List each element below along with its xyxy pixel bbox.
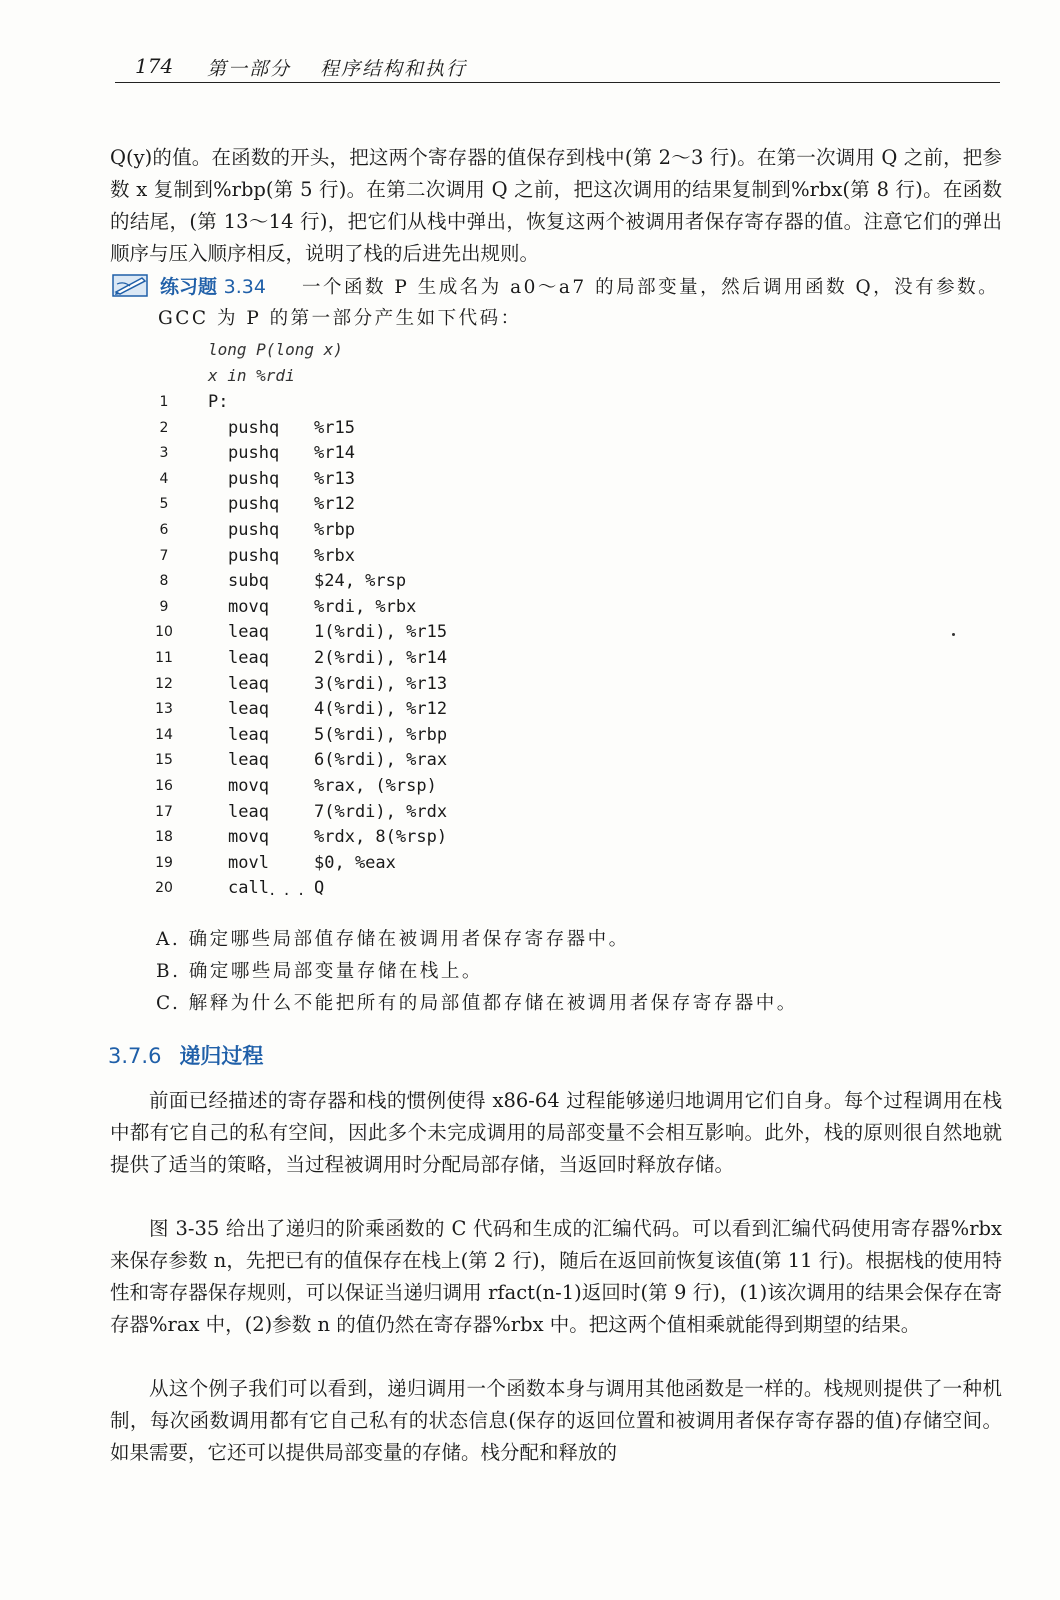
line-number: 10: [155, 624, 173, 641]
code-operands: $0, %eax: [314, 852, 396, 873]
code-line: [150, 750, 650, 776]
code-line: [150, 392, 650, 418]
code-operands: 7(%rdi), %rdx: [314, 801, 448, 822]
code-instruction: pushq: [228, 417, 280, 438]
exercise-pencil-icon: [112, 272, 150, 298]
exercise-header: [112, 270, 1004, 304]
code-instruction: movl: [228, 852, 269, 873]
line-number: 13: [155, 701, 173, 718]
code-instruction: call: [228, 878, 269, 899]
code-operands: %rbp: [314, 520, 355, 540]
code-line: [150, 571, 650, 597]
line-number: 6: [159, 522, 169, 538]
section-title: 递归过程: [179, 1044, 264, 1068]
exercise-text-line1: 一个函数 P 生成名为 a0～a7 的局部变量，然后调用函数 Q，没有参数。: [302, 277, 1000, 298]
code-line: [150, 418, 650, 444]
code-line: [150, 878, 650, 904]
code-line: [150, 597, 650, 623]
code-instruction: leaq: [228, 673, 269, 694]
code-operands: %r12: [314, 494, 355, 515]
code-instruction: movq: [228, 776, 269, 796]
code-instruction: pushq: [228, 520, 280, 540]
code-instruction: movq: [228, 596, 269, 617]
code-comment-register: x in %rdi: [208, 366, 295, 385]
code-operands: Q: [314, 878, 325, 899]
code-comment: [150, 340, 650, 366]
running-header: [115, 50, 1000, 83]
code-instruction: pushq: [228, 468, 280, 489]
code-instruction: leaq: [228, 648, 269, 668]
code-ellipsis: ...: [268, 883, 312, 899]
question-c: C. 解释为什么不能把所有的局部值都存储在被调用者保存寄存器中。: [156, 993, 798, 1014]
line-number: 18: [155, 829, 173, 846]
header-part: 第一部分: [207, 58, 292, 80]
code-instruction: leaq: [228, 801, 269, 822]
code-operands: %r14: [314, 443, 355, 464]
line-number: 17: [155, 803, 173, 820]
code-operands: 1(%rdi), %r15: [314, 622, 448, 643]
code-line: [150, 827, 650, 853]
line-number: 5: [159, 496, 169, 513]
line-number: 12: [155, 675, 173, 692]
exercise-label: 练习题: [160, 276, 218, 298]
code-operands: %rdx, 8(%rsp): [314, 827, 448, 848]
body-paragraph-2: 图 3-35 给出了递归的阶乘函数的 C 代码和生成的汇编代码。可以看到汇编代码使用寄存器%rbx 来保存参数 n，先把已有的值保存在栈上(第 2 行)，随后在返回前恢复该值(第 11 行)。根据栈的使用特性和寄存器保存规则，可以保证当递归调用 rfact(n-1)返回时(第 9 行)，(1)该次调用的结果会保存在寄存器%rax 中，(2)参数 n 的值仍然在寄存器%rbx 中。把这两个值相乘就能得到期望的结果。: [110, 1217, 1002, 1336]
line-number: 4: [159, 470, 169, 487]
scan-speck: [952, 633, 955, 636]
code-instruction: movq: [228, 827, 269, 848]
section-number: 3.7.6: [108, 1044, 162, 1068]
code-operands: 6(%rdi), %rax: [314, 750, 448, 771]
code-instruction: subq: [228, 571, 269, 592]
code-line: [150, 853, 650, 879]
line-number: 20: [155, 880, 173, 897]
question-a: A. 确定哪些局部值存储在被调用者保存寄存器中。: [156, 929, 630, 950]
code-operands: 2(%rdi), %r14: [314, 648, 448, 668]
exercise-number: 3.34: [223, 276, 266, 298]
intro-paragraph: Q(y)的值。在函数的开头，把这两个寄存器的值保存到栈中(第 2～3 行)。在第一次调用 Q 之前，把参数 x 复制到%rbp(第 5 行)。在第二次调用 Q 之前，把这次调用的结果复制到%rbx(第 8 行)。在函数的结尾，(第 13～14 行)，把它们从栈中弹出，恢复这两个被调用者保存寄存器的值。注意它们的弹出顺序与压入顺序相反，说明了栈的后进先出规则。: [110, 146, 1002, 265]
code-instruction: pushq: [228, 443, 280, 464]
line-number: 15: [155, 752, 173, 769]
code-comment: [150, 366, 650, 392]
code-line: [150, 546, 650, 572]
code-comment-signature: long P(long x): [208, 340, 343, 359]
code-line: [150, 674, 650, 700]
code-operands: 5(%rdi), %rbp: [314, 724, 448, 745]
section-heading: [108, 1040, 263, 1070]
code-line: [150, 725, 650, 751]
code-line: [150, 520, 650, 546]
code-operands: $24, %rsp: [314, 571, 407, 592]
code-instruction: pushq: [228, 494, 280, 515]
code-line: [150, 776, 650, 802]
code-instruction: leaq: [228, 622, 269, 643]
body-paragraph-1: 前面已经描述的寄存器和栈的惯例使得 x86-64 过程能够递归地调用它们自身。每个过程调用在栈中都有它自己的私有空间，因此多个未完成调用的局部变量不会相互影响。此外，栈的原则很自然地就提供了适当的策略，当过程被调用时分配局部存储，当返回时释放存储。: [110, 1089, 1002, 1176]
line-number: 7: [159, 547, 169, 564]
body-paragraph-3: 从这个例子我们可以看到，递归调用一个函数本身与调用其他函数是一样的。栈规则提供了一种机制，每次函数调用都有它自己私有的状态信息(保存的返回位置和被调用者保存寄存器的值)存储空间。如果需要，它还可以提供局部变量的存储。栈分配和释放的: [110, 1377, 1002, 1464]
code-operands: %rdi, %rbx: [314, 596, 417, 617]
code-operands: 4(%rdi), %r12: [314, 699, 448, 720]
line-number: 9: [159, 598, 169, 615]
line-number: 11: [155, 650, 173, 666]
code-instruction: leaq: [228, 750, 269, 771]
exercise-title: [160, 272, 266, 299]
code-operands: %r13: [314, 468, 355, 489]
page-number: 174: [135, 54, 174, 78]
code-line: [150, 622, 650, 648]
code-line: [150, 494, 650, 520]
code-line: [150, 443, 650, 469]
code-operands: %rax, (%rsp): [314, 776, 437, 796]
exercise-text-line2: GCC 为 P 的第一部分产生如下代码：: [158, 308, 522, 329]
code-instruction: pushq: [228, 545, 280, 566]
line-number: 3: [159, 445, 169, 462]
code-operands: %r15: [314, 417, 355, 438]
header-chapter: 程序结构和执行: [320, 58, 468, 80]
line-number: 8: [159, 573, 169, 590]
question-b: B. 确定哪些局部变量存储在栈上。: [156, 961, 483, 982]
code-line: [150, 648, 650, 674]
line-number: 16: [155, 778, 173, 794]
code-instruction: P:: [208, 392, 229, 412]
code-operands: %rbx: [314, 545, 355, 566]
code-line: [150, 469, 650, 495]
code-line: [150, 802, 650, 828]
line-number: 2: [159, 419, 169, 436]
line-number: 14: [155, 726, 173, 743]
code-operands: 3(%rdi), %r13: [314, 673, 448, 694]
line-number: 19: [155, 854, 173, 871]
line-number: 1: [159, 394, 169, 410]
code-line: [150, 699, 650, 725]
code-instruction: leaq: [228, 724, 269, 745]
code-instruction: leaq: [228, 699, 269, 720]
